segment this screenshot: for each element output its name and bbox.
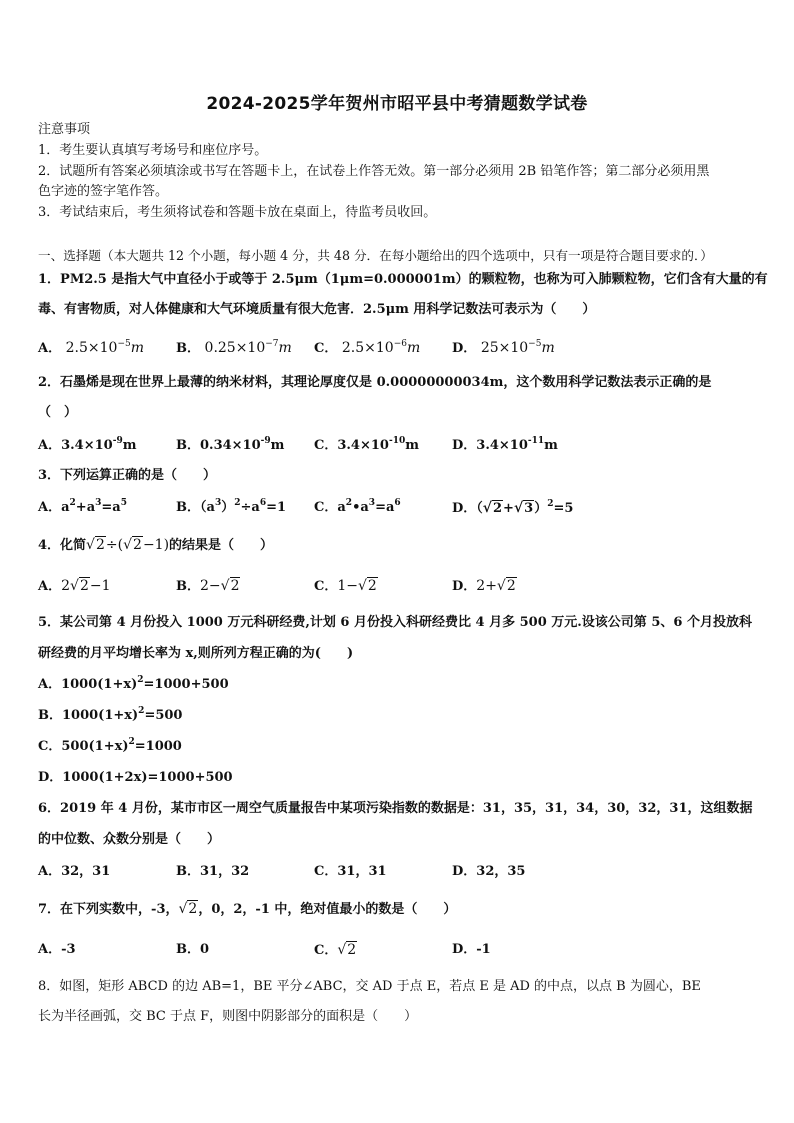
q3-option-d: D．$(√2+√3)^2=5$ xyxy=(452,499,574,516)
q7-option-d: D．-1 xyxy=(452,942,491,957)
q6-option-a: A．32，31 xyxy=(38,864,111,879)
q4-option-a: A．2√2−1 xyxy=(38,578,111,594)
q7-option-a: A．-3 xyxy=(38,942,76,957)
q7-option-b: B．0 xyxy=(176,942,210,957)
notice-item-1: 1．考生要认真填写考场号和座位序号。 xyxy=(38,143,268,158)
q5-option-a: A．$1000(1+x)^2=1000+500$ xyxy=(38,675,229,692)
q4-option-c: C．1−√2 xyxy=(314,578,377,594)
q2-option-c: C．$3.4\times 10^{-10}m$ xyxy=(314,436,419,453)
notice-heading: 注意事项 xyxy=(38,122,91,137)
notice-item-2-cont: 色字迹的签字笔作答。 xyxy=(38,184,169,199)
q1-option-b: B． $0.25\times 10^{-7}m$ xyxy=(176,339,292,356)
q2-stem-line2: （ ） xyxy=(38,405,78,420)
q8-stem-line2: 长为半径画弧，交 BC 于点 F，则图中阴影部分的面积是（ ） xyxy=(38,1009,418,1024)
notice-item-2: 2．试题所有答案必须填涂或书写在答题卡上，在试卷上作答无效。第一部分必须用 2B 铅笔作答；第二部分必须用黑 xyxy=(38,164,710,179)
q3-stem: 3．下列运算正确的是（ ） xyxy=(38,468,217,483)
q6-option-d: D．32，35 xyxy=(452,864,526,879)
q1-stem-line2: 毒、有害物质，对人体健康和大气环境质量有很大危害．2.5μm 用科学记数法可表示为（ ） xyxy=(38,302,596,317)
q8-stem-line1: 8．如图，矩形 ABCD 的边 AB=1，BE 平分∠ABC，交 AD 于点 E，若点 E 是 AD 的中点，以点 B 为圆心，BE xyxy=(38,979,701,994)
q3-option-c: C．$a^2•a^3=a^6$ xyxy=(314,498,401,515)
q5-option-d: D．1000(1+2x)=1000+500 xyxy=(38,770,233,785)
q1-option-d: D． $25\times 10^{-5}m$ xyxy=(452,339,555,356)
q2-stem-line1: 2．石墨烯是现在世界上最薄的纳米材料，其理论厚度仅是 0.00000000034m，这个数用科学记数法表示正确的是 xyxy=(38,375,712,390)
q3-option-b: B．$(a^3)^2\div a^6=1$ xyxy=(176,498,287,515)
q3-option-a: A．$a^2+a^3=a^5$ xyxy=(38,498,127,515)
section-heading: 一、选择题（本大题共 12 个小题，每小题 4 分，共 48 分．在每小题给出的四个选项中，只有一项是符合题目要求的．） xyxy=(38,248,713,263)
q2-option-d: D．$3.4\times 10^{-11}m$ xyxy=(452,436,558,453)
q6-option-c: C．31，31 xyxy=(314,864,387,879)
q2-option-b: B．$0.34\times 10^{-9}m$ xyxy=(176,436,285,453)
q4-stem: 4．化简√2÷(√2−1)的结果是（ ） xyxy=(38,537,274,553)
exam-title: 2024-2025学年贺州市昭平县中考猜题数学试卷 xyxy=(206,94,588,114)
q2-option-a: A．$3.4\times 10^{-9}m$ xyxy=(38,436,137,453)
q4-option-b: B．2−√2 xyxy=(176,578,240,594)
q1-stem-line1: 1．PM2.5 是指大气中直径小于或等于 2.5μm（1μm=0.000001m）的颗粒物，也称为可入肺颗粒物，它们含有大量的有 xyxy=(38,272,768,287)
q5-stem-line2: 研经费的月平均增长率为 x,则所列方程正确的为( ) xyxy=(38,646,354,661)
q6-stem-line1: 6．2019 年 4 月份，某市市区一周空气质量报告中某项污染指数的数据是：31，35，31，34，30，32，31，这组数据 xyxy=(38,801,753,816)
notice-item-3: 3．考试结束后，考生须将试卷和答题卡放在桌面上，待监考员收回。 xyxy=(38,205,437,220)
q1-option-c: C． $2.5\times 10^{-6}m$ xyxy=(314,339,421,356)
q6-option-b: B．31，32 xyxy=(176,864,250,879)
q7-option-c: C．√2 xyxy=(314,942,357,958)
q1-option-a: A． $2.5\times 10^{-5}m$ xyxy=(38,339,144,356)
q5-option-c: C．$500(1+x)^2=1000$ xyxy=(38,737,182,754)
q5-stem-line1: 5．某公司第 4 月份投入 1000 万元科研经费,计划 6 月份投入科研经费比 4 月多 500 万元.设该公司第 5、6 个月投放科 xyxy=(38,615,752,630)
q6-stem-line2: 的中位数、众数分别是（ ） xyxy=(38,832,221,847)
q5-option-b: B．$1000(1+x)^2=500$ xyxy=(38,706,183,723)
q7-stem: 7．在下列实数中，-3，√2，0，2，-1 中，绝对值最小的数是（ ） xyxy=(38,901,457,917)
q4-option-d: D．2+√2 xyxy=(452,578,516,594)
